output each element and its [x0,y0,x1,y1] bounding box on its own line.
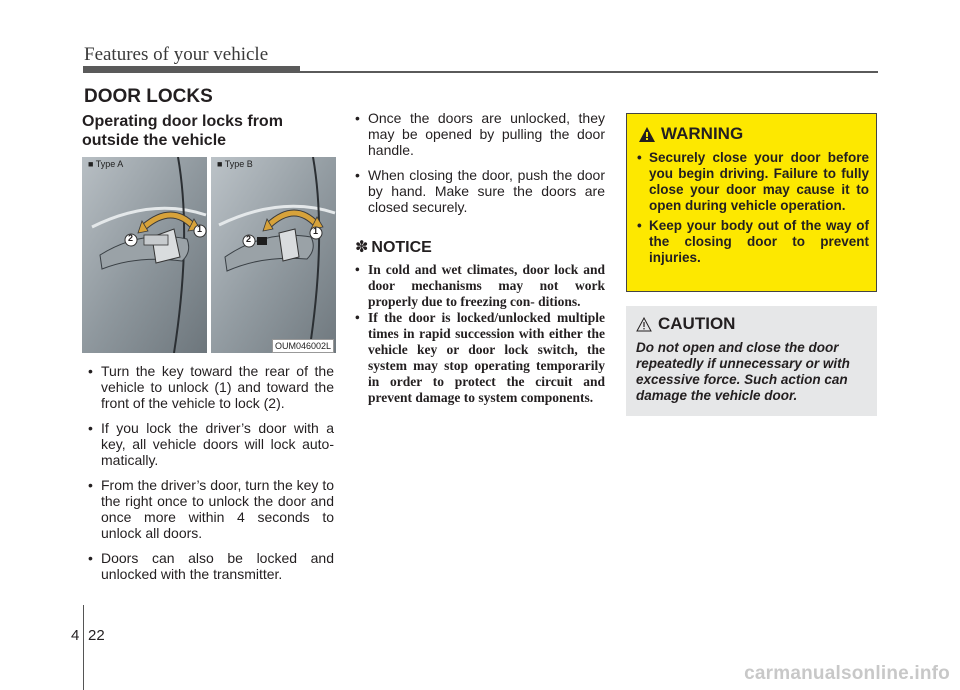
door-lock-figure [82,157,334,353]
notice-heading [355,237,432,257]
middle-bullet-list [355,110,605,224]
caution-box [626,306,877,416]
caution-text: Do not open and close the door repeatedly if unnecessary or with excessive force. Such action can damage the vehicle door. [636,340,850,403]
list-item: • Once the doors are unlocked, they may be opened by pulling the door handle. [355,110,605,158]
list-item: • If the door is locked/unlocked multiple times in rapid succession with either the vehicle key or door lock switch, the system may stop operating temporarily in order to protect the circuit and prevent damage to system components. [355,310,605,406]
notice-list [355,262,605,406]
watermark: carmanualsonline.info [744,663,950,684]
door-handle-illustration-a [82,157,207,353]
callout-1-b: 1 [313,226,319,236]
section-title: DOOR LOCKS [84,86,213,107]
warning-triangle-icon [639,127,655,142]
header-rule [300,71,878,73]
type-b-label: ■ Type B [217,159,253,169]
warning-title: WARNING [661,124,744,143]
left-bullet-list [88,363,334,591]
subtitle: Operating door locks from outside the vehicle [82,113,283,149]
page-number: 22 [88,627,105,644]
caution-heading [636,314,735,334]
header-bar [83,66,300,73]
caution-triangle-icon [636,317,652,332]
list-item: • From the driver’s door, turn the key to the right once to unlock the door and once more within 4 seconds to unlock all doors. [88,477,334,541]
callout-1: 1 [197,224,203,234]
callout-2: 2 [128,233,134,243]
warning-heading [639,124,743,144]
list-item: • Turn the key toward the rear of the vehicle to unlock (1) and toward the front of the vehicle to lock (2). [88,363,334,411]
notice-star-icon: ✽ [355,239,369,256]
list-item: • When closing the door, push the door by hand. Make sure the doors are closed securely. [355,167,605,215]
figure-panel-type-b [211,157,336,353]
footer-divider [83,605,84,690]
callout-2-b: 2 [246,234,252,244]
door-handle-illustration-b [211,157,336,353]
header-title: Features of your vehicle [84,44,269,65]
notice-title: NOTICE [371,239,432,256]
list-item: • If you lock the driver’s door with a key, all vehicle doors will lock auto- matically. [88,420,334,468]
figure-panel-type-a [82,157,207,353]
list-item: • Keep your body out of the way of the closing door to prevent injuries. [637,218,869,266]
type-a-label: ■ Type A [88,159,124,169]
caution-title: CAUTION [658,314,736,333]
warning-box [626,113,877,292]
list-item: • Securely close your door before you begin driving. Failure to fully close your door may cause it to open during vehicle operation. [637,150,869,214]
list-item: • In cold and wet climates, door lock and door mechanisms may not work properly due to freezing con- ditions. [355,262,605,310]
list-item: • Doors can also be locked and unlocked with the transmitter. [88,550,334,582]
warning-list [637,150,869,270]
figure-code: OUM046002L [272,339,334,353]
section-number: 4 [71,627,80,644]
